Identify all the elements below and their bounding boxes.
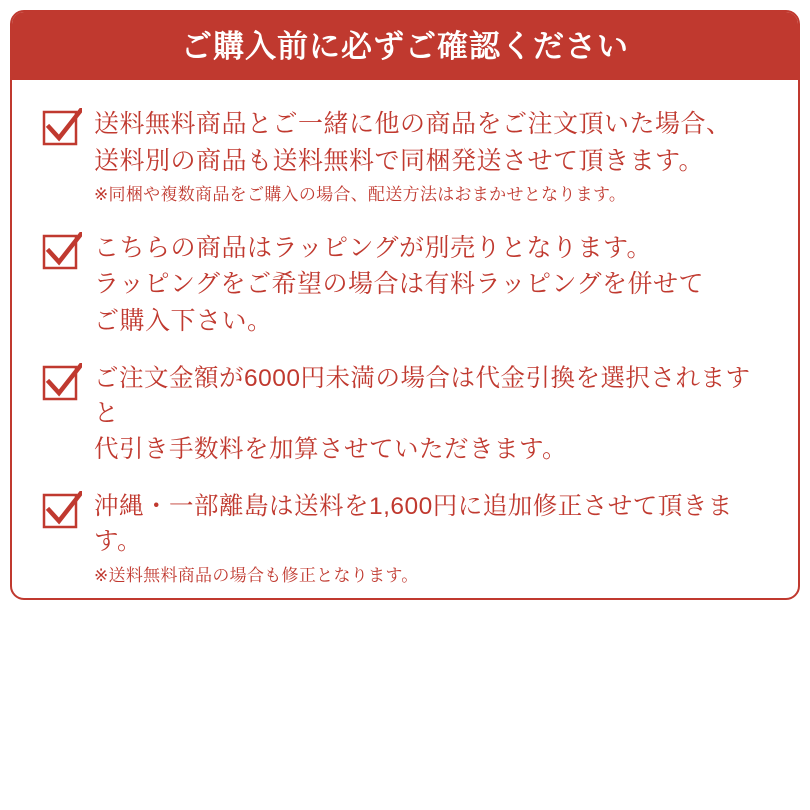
check-mark-icon xyxy=(42,491,82,531)
notice-item-line: ご注文金額が6000円未満の場合は代金引換を選択されますと xyxy=(94,365,751,427)
notice-item-content xyxy=(94,489,772,588)
notice-item-line: 沖縄・一部離島は送料を1,600円に追加修正させて頂きます。 xyxy=(94,493,733,556)
notice-item-content xyxy=(94,106,732,208)
page-bottom-space xyxy=(10,600,800,800)
notice-item-line: 送料別の商品も送料無料で同梱発送させて頂きます。 xyxy=(94,146,705,175)
check-mark-icon xyxy=(42,363,82,403)
check-mark-icon xyxy=(42,232,82,272)
notice-body xyxy=(12,80,798,589)
notice-item-content xyxy=(94,361,772,467)
check-mark-icon xyxy=(42,108,82,148)
notice-item xyxy=(42,106,772,208)
notice-item-line: ラッピングをご希望の場合は有料ラッピングを併せて xyxy=(94,270,705,299)
notice-item-content xyxy=(94,230,704,340)
notice-item-line: 送料無料商品とご一緒に他の商品をご注文頂いた場合、 xyxy=(94,110,732,138)
notice-header xyxy=(12,12,798,80)
notice-item-line: 代引き手数料を加算させていただきます。 xyxy=(94,435,568,463)
notice-item xyxy=(42,230,772,340)
notice-item-line: こちらの商品はラッピングが別売りとなります。 xyxy=(94,233,653,262)
notice-item-note: ※送料無料商品の場合も修正となります。 xyxy=(94,566,419,586)
notice-card xyxy=(10,10,800,600)
notice-item-line: ご購入下さい。 xyxy=(94,306,273,335)
notice-item xyxy=(42,489,772,588)
notice-item xyxy=(42,361,772,467)
notice-item-note: ※同梱や複数商品をご購入の場合、配送方法はおまかせとなります。 xyxy=(94,185,627,204)
notice-header-title: ご購入前に必ずご確認ください xyxy=(181,28,629,64)
